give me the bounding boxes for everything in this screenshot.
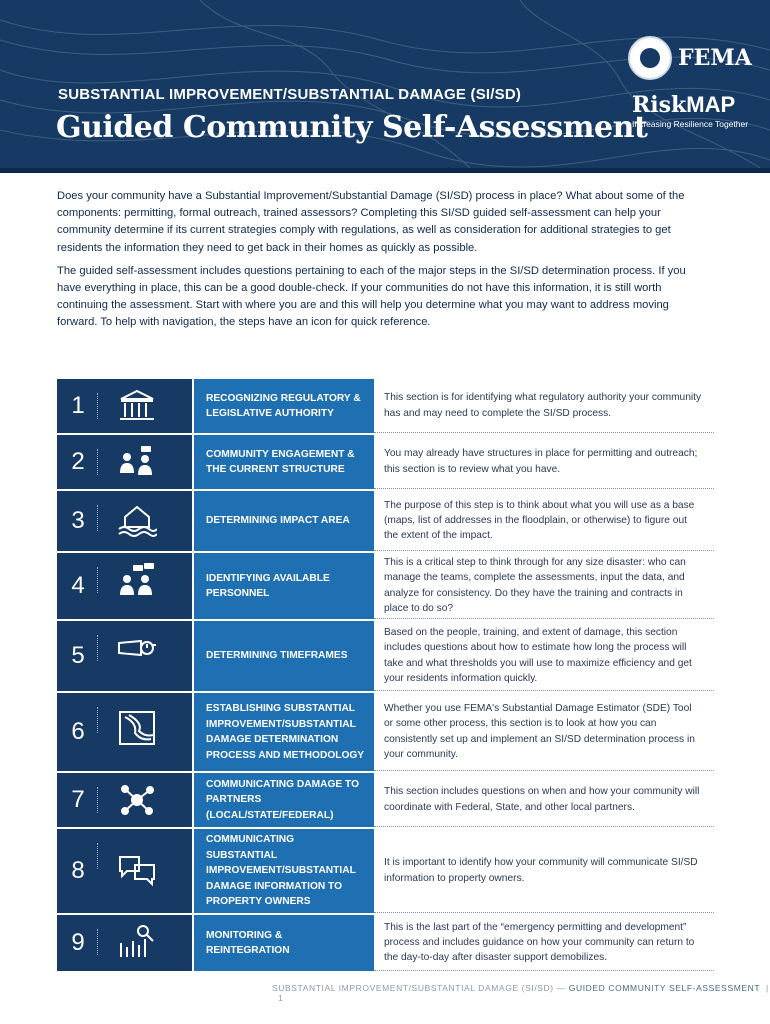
document-subtitle: SUBSTANTIAL IMPROVEMENT/SUBSTANTIAL DAMAGE (SI/SD) bbox=[58, 86, 522, 103]
step-row bbox=[57, 621, 714, 691]
chat-bubbles-icon bbox=[117, 851, 157, 889]
riskmap-prefix: Risk bbox=[632, 92, 687, 118]
intro-paragraph-2: The guided self-assessment includes questions pertaining to each of the major steps in the SI/SD determination process. If you have everything in place, this can be a good double-check. If your communities do not have this information, it is still worth continuing the assessment. Start with where you are and this will help you determine what you may want to address moving forward. To help with navigation, the steps have an icon for quick reference. bbox=[57, 264, 686, 329]
step-number: 4 bbox=[71, 572, 85, 599]
step-number: 6 bbox=[71, 718, 85, 745]
step-number-cell bbox=[57, 829, 192, 913]
step-number-cell bbox=[57, 435, 192, 489]
document-title: Guided Community Self-Assessment bbox=[56, 110, 648, 145]
step-description: Whether you use FEMA's Substantial Damage Estimator (SDE) Tool or some other process, this section is to look at how you can consistently set up and implement an SI/SD determination process in your community. bbox=[374, 693, 714, 771]
riskmap-suffix: MAP bbox=[686, 92, 736, 117]
step-description: This is a critical step to think through for any size disaster: who can manage the teams, complete the assessments, input the data, and analyze for consistency. Do they have the training and contracts in place to do so? bbox=[374, 553, 714, 619]
step-number: 9 bbox=[71, 929, 85, 956]
step-name: IDENTIFYING AVAILABLE PERSONNEL bbox=[194, 553, 374, 619]
step-number: 8 bbox=[71, 857, 85, 884]
step-number: 5 bbox=[71, 642, 85, 669]
fema-wordmark: FEMA bbox=[678, 45, 752, 71]
fema-logo bbox=[628, 36, 752, 80]
monitoring-chart-icon bbox=[117, 923, 157, 961]
government-building-icon bbox=[117, 387, 157, 425]
step-row bbox=[57, 829, 714, 913]
step-description: This section includes questions on when and how your community will coordinate with Federal, State, and other local partners. bbox=[374, 773, 714, 827]
steps-table bbox=[57, 379, 714, 973]
page-number: 1 bbox=[277, 993, 284, 1003]
step-number: 1 bbox=[71, 392, 85, 419]
step-description: Based on the people, training, and extent of damage, this section includes questions about how to estimate how long the process will take and what thresholds you will use to maximize efficiency and get your residents information quickly. bbox=[374, 621, 714, 691]
step-name: COMMUNITY ENGAGEMENT & THE CURRENT STRUCTURE bbox=[194, 435, 374, 489]
step-row bbox=[57, 435, 714, 489]
step-number: 2 bbox=[71, 448, 85, 475]
step-row bbox=[57, 915, 714, 971]
step-number-cell bbox=[57, 773, 192, 827]
personnel-icon bbox=[117, 561, 157, 599]
step-name: COMMUNICATING DAMAGE TO PARTNERS (LOCAL/STATE/FEDERAL) bbox=[194, 773, 374, 827]
step-name: COMMUNICATING SUBSTANTIAL IMPROVEMENT/SUBSTANTIAL DAMAGE INFORMATION TO PROPERTY OWNERS bbox=[194, 829, 374, 913]
dhs-seal-icon bbox=[628, 36, 672, 80]
step-description: You may already have structures in place for permitting and outreach; this section is to review what you have. bbox=[374, 435, 714, 489]
wristwatch-icon bbox=[117, 629, 157, 667]
footer-right-text: GUIDED COMMUNITY SELF-ASSESSMENT bbox=[568, 983, 761, 993]
step-name: ESTABLISHING SUBSTANTIAL IMPROVEMENT/SUBSTANTIAL DAMAGE DETERMINATION PROCESS AND METHODOLOGY bbox=[194, 693, 374, 771]
header-stripe bbox=[0, 168, 770, 173]
header-banner bbox=[0, 0, 770, 168]
step-name: DETERMINING TIMEFRAMES bbox=[194, 621, 374, 691]
step-number: 3 bbox=[71, 507, 85, 534]
step-row bbox=[57, 379, 714, 433]
step-name: DETERMINING IMPACT AREA bbox=[194, 491, 374, 551]
step-row bbox=[57, 693, 714, 771]
step-description: This is the last part of the “emergency permitting and development” process and includes guidance on how your community can return to the day-to-day after disaster support demobilizes. bbox=[374, 915, 714, 971]
step-number-cell bbox=[57, 621, 192, 691]
intro-text bbox=[57, 188, 707, 338]
step-number: 7 bbox=[71, 786, 85, 813]
intro-paragraph-1: Does your community have a Substantial Improvement/Substantial Damage (SI/SD) process in place? What about some of the components: permitting, formal outreach, trained assessors? Completing this SI/SD guided self-assessment can help your community determine if its current strategies comply with regulations, as well as consideration for additional strategies to get residents the information they need to get back in their homes as quickly as possible. bbox=[57, 190, 685, 254]
network-nodes-icon bbox=[117, 781, 157, 819]
step-row bbox=[57, 553, 714, 619]
step-number-cell bbox=[57, 693, 192, 771]
step-number-cell bbox=[57, 379, 192, 433]
step-description: It is important to identify how your community will communicate SI/SD information to property owners. bbox=[374, 829, 714, 913]
step-name: MONITORING & REINTEGRATION bbox=[194, 915, 374, 971]
step-description: This section is for identifying what regulatory authority your community has and may need to complete the SI/SD process. bbox=[374, 379, 714, 433]
step-name: RECOGNIZING REGULATORY & LEGISLATIVE AUTHORITY bbox=[194, 379, 374, 433]
footer-left-text: SUBSTANTIAL IMPROVEMENT/SUBSTANTIAL DAMAGE (SI/SD) — bbox=[272, 983, 569, 993]
riskmap-tagline: Increasing Resilience Together bbox=[632, 119, 749, 129]
flood-map-icon bbox=[117, 709, 157, 747]
step-description: The purpose of this step is to think about what you will use as a base (maps, list of addresses in the floodplain, or otherwise) to figure out the extent of the impact. bbox=[374, 491, 714, 551]
page-footer: SUBSTANTIAL IMPROVEMENT/SUBSTANTIAL DAMAGE (SI/SD) — GUIDED COMMUNITY SELF-ASSESSMENT | 1 bbox=[272, 983, 769, 1003]
step-number-cell bbox=[57, 553, 192, 619]
step-number-cell bbox=[57, 915, 192, 971]
step-row bbox=[57, 773, 714, 827]
riskmap-logo bbox=[632, 92, 748, 129]
step-number-cell bbox=[57, 491, 192, 551]
flooded-house-icon bbox=[117, 499, 157, 537]
step-row bbox=[57, 491, 714, 551]
community-people-icon bbox=[117, 443, 157, 481]
